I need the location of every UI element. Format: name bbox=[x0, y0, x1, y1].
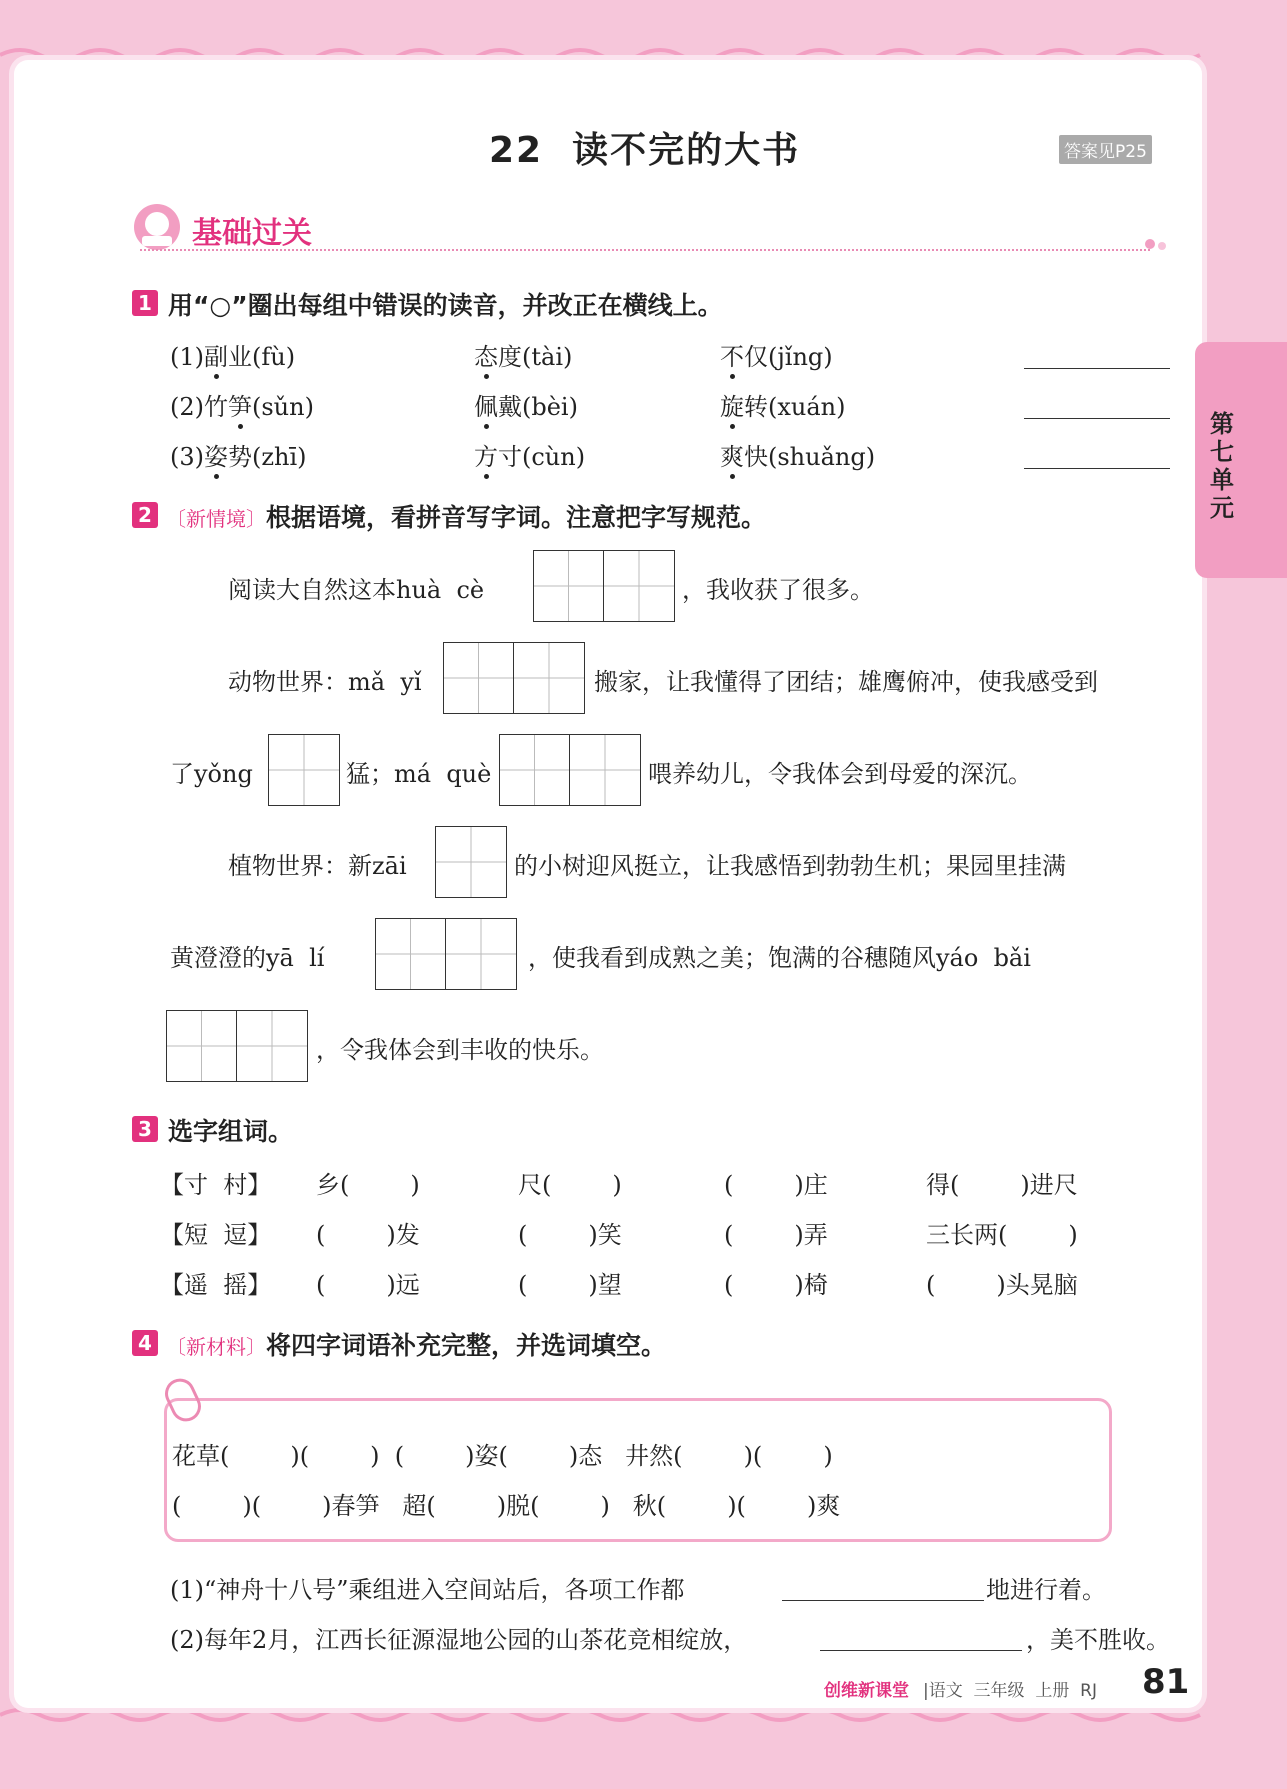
footer-brand: 创维新课堂 bbox=[824, 1681, 909, 1701]
footer-book-info: |语文 三年级 上册 RJ bbox=[923, 1681, 1097, 1701]
writing-grid-yong[interactable] bbox=[268, 734, 340, 806]
q1-row-3-item-3: 爽快(shuǎng) bbox=[720, 437, 875, 472]
unit-label: 第七单元 bbox=[1210, 410, 1234, 522]
new-context-tag: 〔新情境〕 bbox=[166, 507, 266, 531]
question-number-4: 4 bbox=[132, 1330, 158, 1356]
section-title: 基础过关 bbox=[192, 216, 312, 251]
q2-line-2-start: 动物世界：mǎ yǐ bbox=[228, 668, 422, 696]
q2-line-4-end: 的小树迎风挺立，让我感悟到勃勃生机；果园里挂满 bbox=[514, 852, 1066, 880]
q4-sentence-2-end: ，美不胜收。 bbox=[1026, 1626, 1170, 1654]
q1-row-2-item-1: (2)竹笋(sǔn) bbox=[170, 387, 314, 422]
q2-line-5-end: ，使我看到成熟之美；饱满的谷穗随风yáo bǎi bbox=[528, 944, 1031, 972]
question-4-prompt: 〔新材料〕将四字词语补充完整，并选词填空。 bbox=[166, 1331, 667, 1360]
q2-line-5-start: 黄澄澄的yā lí bbox=[170, 944, 325, 972]
q2-line-3-start: 了yǒng bbox=[170, 760, 253, 788]
q4-sentence-1-blank[interactable] bbox=[782, 1600, 984, 1601]
q3-row-2-item-1[interactable]: ( )发 bbox=[316, 1221, 420, 1249]
writing-grid-maque[interactable] bbox=[499, 734, 641, 806]
question-3-prompt: 选字组词。 bbox=[168, 1117, 294, 1146]
q4-sentence-1-start: (1)“神舟十八号”乘组进入空间站后，各项工作都 bbox=[170, 1576, 685, 1604]
q3-row-3-item-1[interactable]: ( )远 bbox=[316, 1271, 420, 1299]
q3-row-1-item-3[interactable]: ( )庄 bbox=[724, 1171, 828, 1199]
writing-grid-yaobai[interactable] bbox=[166, 1010, 308, 1082]
question-number-1: 1 bbox=[132, 290, 158, 316]
q1-row-2-item-2: 佩戴(bèi) bbox=[474, 387, 578, 422]
answer-reference-badge: 答案见P25 bbox=[1059, 135, 1152, 164]
q2-line-1-end: ，我收获了很多。 bbox=[682, 576, 874, 604]
mascot-icon bbox=[128, 202, 186, 252]
word-box-line-2[interactable]: ( )( )春笋 超( )脱( ) 秋( )( )爽 bbox=[172, 1492, 841, 1520]
q3-row-2-item-2[interactable]: ( )笑 bbox=[518, 1221, 622, 1249]
q3-row-3-item-2[interactable]: ( )望 bbox=[518, 1271, 622, 1299]
q2-line-3-end: 喂养幼儿，令我体会到母爱的深沉。 bbox=[648, 760, 1032, 788]
writing-grid-huace[interactable] bbox=[533, 550, 675, 622]
q1-row-3-item-2: 方寸(cùn) bbox=[474, 437, 585, 472]
page-number: 81 bbox=[1142, 1662, 1190, 1702]
q3-row-2-label: 【短 逗】 bbox=[160, 1221, 272, 1249]
writing-grid-mayi[interactable] bbox=[443, 642, 585, 714]
page-title: 22 读不完的大书 bbox=[489, 130, 801, 171]
dots-decoration bbox=[1144, 234, 1172, 254]
q2-line-4-start: 植物世界：新zāi bbox=[228, 852, 407, 880]
section-divider bbox=[140, 249, 1150, 251]
question-2-prompt: 〔新情境〕根据语境，看拼音写字词。注意把字写规范。 bbox=[166, 503, 767, 532]
writing-grid-zai[interactable] bbox=[435, 826, 507, 898]
q3-row-1-item-1[interactable]: 乡( ) bbox=[316, 1171, 420, 1199]
q2-line-6: ，令我体会到丰收的快乐。 bbox=[316, 1036, 604, 1064]
q4-sentence-2-start: (2)每年2月，江西长征源湿地公园的山茶花竞相绽放， bbox=[170, 1626, 748, 1654]
writing-grid-yali[interactable] bbox=[375, 918, 517, 990]
q1-row-1-item-1: (1)副业(fù) bbox=[170, 337, 295, 372]
q3-row-3-item-3[interactable]: ( )椅 bbox=[724, 1271, 828, 1299]
q2-line-3-mid: 猛；má què bbox=[346, 760, 492, 788]
q1-row-1-item-3: 不仅(jǐng) bbox=[720, 337, 833, 372]
q3-row-1-item-2[interactable]: 尺( ) bbox=[518, 1171, 622, 1199]
q3-row-1-label: 【寸 村】 bbox=[160, 1171, 272, 1199]
q1-row-2-item-3: 旋转(xuán) bbox=[720, 387, 845, 422]
word-box-line-1[interactable]: 花草( )( ) ( )姿( )态 井然( )( ) bbox=[172, 1442, 833, 1470]
q3-row-3-label: 【遥 摇】 bbox=[160, 1271, 272, 1299]
q1-row-1-item-2: 态度(tài) bbox=[474, 337, 572, 372]
q2-line-2-end: 搬家，让我懂得了团结；雄鹰俯冲，使我感受到 bbox=[594, 668, 1098, 696]
q1-answer-line-3[interactable] bbox=[1024, 468, 1170, 469]
q1-answer-line-1[interactable] bbox=[1024, 368, 1170, 369]
q1-answer-line-2[interactable] bbox=[1024, 418, 1170, 419]
q3-row-2-item-4[interactable]: 三长两( ) bbox=[926, 1221, 1078, 1249]
question-1-prompt: 用“○”圈出每组中错误的读音，并改正在横线上。 bbox=[168, 291, 723, 320]
question-number-3: 3 bbox=[132, 1116, 158, 1142]
q1-row-3-item-1: (3)姿势(zhī) bbox=[170, 437, 307, 472]
q4-sentence-2-blank[interactable] bbox=[820, 1650, 1022, 1651]
q3-row-2-item-3[interactable]: ( )弄 bbox=[724, 1221, 828, 1249]
q3-row-3-item-4[interactable]: ( )头晃脑 bbox=[926, 1271, 1078, 1299]
q4-sentence-1-end: 地进行着。 bbox=[986, 1576, 1106, 1604]
new-material-tag: 〔新材料〕 bbox=[166, 1335, 266, 1359]
q2-line-1-start: 阅读大自然这本huà cè bbox=[228, 576, 485, 604]
question-number-2: 2 bbox=[132, 502, 158, 528]
q3-row-1-item-4[interactable]: 得( )进尺 bbox=[926, 1171, 1078, 1199]
